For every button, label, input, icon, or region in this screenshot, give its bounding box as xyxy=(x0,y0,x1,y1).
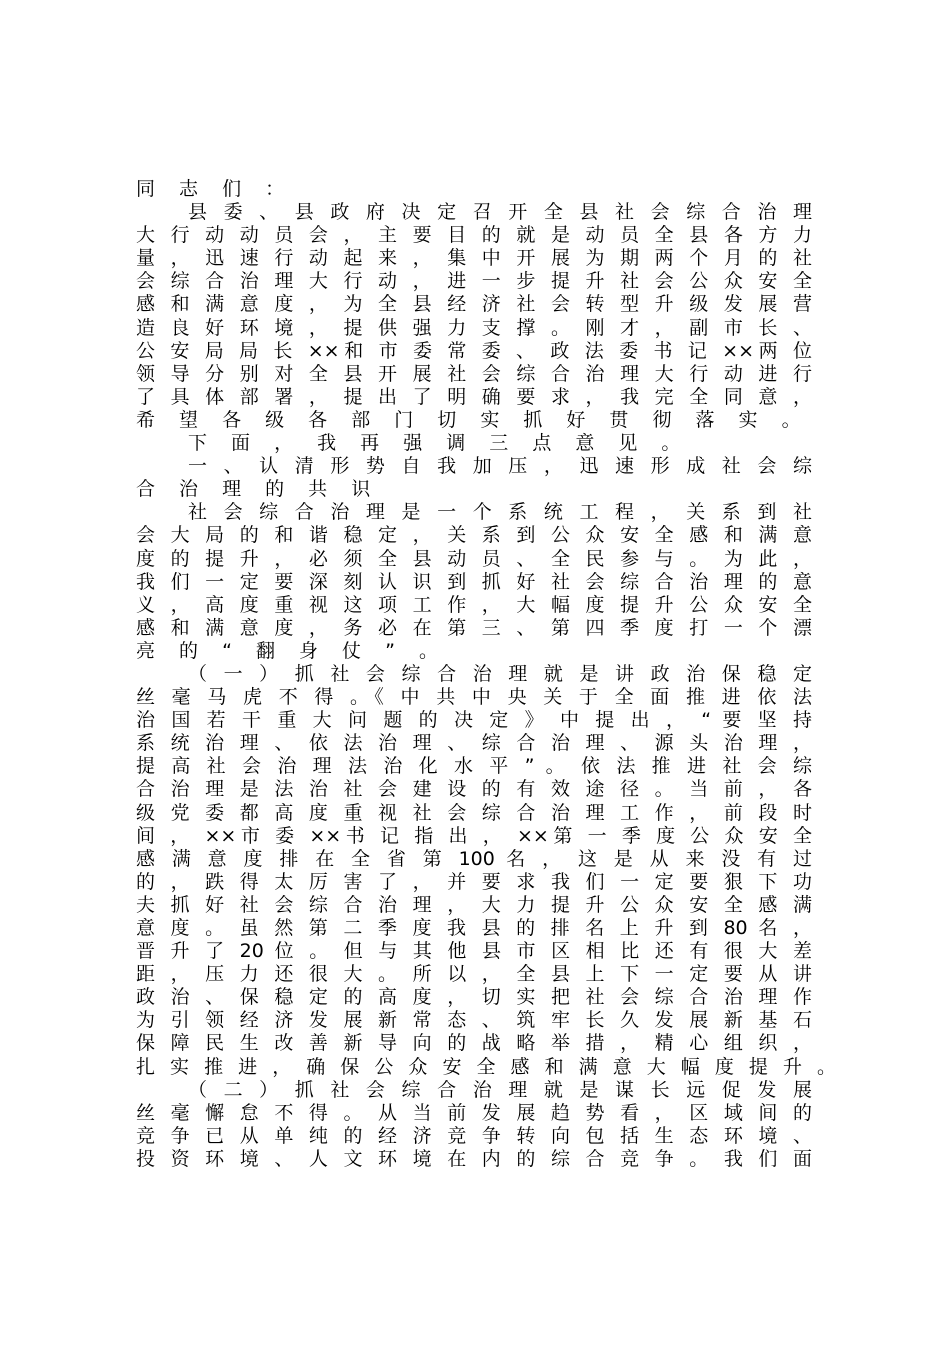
paragraph-line: 亮 的 “ 翻 身 仗 ” 。 xyxy=(136,639,447,662)
paragraph-line: 希 望 各 级 各 部 门 切 实 抓 好 贯 彻 落 实 。 xyxy=(136,408,810,431)
subsection-heading-line: （ 二 ） 抓 社 会 综 合 治 理 就 是 谋 长 远 促 发 展 xyxy=(188,1078,812,1101)
paragraph-line: 大 行 动 动 员 会 ， 主 要 目 的 就 是 动 员 全 县 各 方 力 xyxy=(136,224,812,247)
paragraph-line: 我 们 一 定 要 深 刻 认 识 到 抓 好 社 会 综 合 治 理 的 意 xyxy=(136,570,812,593)
paragraph-line: 会 大 局 的 和 谐 稳 定 ， 关 系 到 公 众 安 全 感 和 满 意 xyxy=(136,524,812,547)
paragraph-line: 会 综 合 治 理 大 行 动 ， 进 一 步 提 升 社 会 公 众 安 全 xyxy=(136,270,812,293)
section-heading-line: 一 、 认 清 形 势 自 我 加 压 ， 迅 速 形 成 社 会 综 xyxy=(188,455,812,478)
document-body xyxy=(136,178,836,1171)
paragraph-line: 系 统 治 理 、 依 法 治 理 、 综 合 治 理 、 源 头 治 理 ， xyxy=(136,732,812,755)
paragraph-line: 提 高 社 会 治 理 法 治 化 水 平 ” 。 依 法 推 进 社 会 综 xyxy=(136,755,812,778)
section-heading-line: 合 治 理 的 共 识 xyxy=(136,478,380,501)
paragraph-line: 治 国 若 干 重 大 问 题 的 决 定 》 中 提 出 ， “ 要 坚 持 xyxy=(136,709,812,732)
paragraph-line: 丝 毫 懈 怠 不 得 。 从 当 前 发 展 趋 势 看 ， 区 域 间 的 xyxy=(136,1101,812,1124)
paragraph-line: 感 和 满 意 度 ， 为 全 县 经 济 社 会 转 型 升 级 发 展 营 xyxy=(136,293,812,316)
paragraph-line: 了 具 体 部 署 ， 提 出 了 明 确 要 求 ， 我 完 全 同 意 ， xyxy=(136,385,812,408)
paragraph-line: 竞 争 已 从 单 纯 的 经 济 竞 争 转 向 包 括 生 态 环 境 、 xyxy=(136,1124,812,1147)
paragraph-line: 投 资 环 境 、 人 文 环 境 在 内 的 综 合 竞 争 。 我 们 面 xyxy=(136,1147,812,1170)
paragraph-line: 量 ， 迅 速 行 动 起 来 ， 集 中 开 展 为 期 两 个 月 的 社 xyxy=(136,247,812,270)
paragraph-line: 度 的 提 升 ， 必 须 全 县 动 员 、 全 民 参 与 。 为 此 ， xyxy=(136,547,812,570)
paragraph-line: 造 良 好 环 境 ， 提 供 强 力 支 撑 。 刚 才 ， 副 市 长 、 xyxy=(136,316,812,339)
paragraph-line: 下 面 ， 我 再 强 调 三 点 意 见 。 xyxy=(188,432,690,455)
paragraph-line: 社 会 综 合 治 理 是 一 个 系 统 工 程 ， 关 系 到 社 xyxy=(188,501,812,524)
paragraph-line: 保 障 民 生 改 善 新 导 向 的 战 略 举 措 ， 精 心 组 织 ， xyxy=(136,1032,812,1055)
paragraph-line: 领 导 分 别 对 全 县 开 展 社 会 综 合 治 理 大 行 动 进 行 xyxy=(136,362,812,385)
subsection-heading-line: （ 一 ） 抓 社 会 综 合 治 理 就 是 讲 政 治 保 稳 定 xyxy=(188,662,812,685)
paragraph-line: 公 安 局 局 长 ××和 市 委 常 委 、 政 法 委 书 记 ××两 位 xyxy=(136,339,812,362)
paragraph-line: 意 度 。 虽 然 第 二 季 度 我 县 的 排 名 上 升 到 80 名 ， xyxy=(136,917,812,939)
paragraph-line: 感 和 满 意 度 ， 务 必 在 第 三 、 第 四 季 度 打 一 个 漂 xyxy=(136,616,812,639)
paragraph-line: 扎 实 推 进 ， 确 保 公 众 安 全 感 和 满 意 大 幅 度 提 升 。 xyxy=(136,1055,836,1078)
paragraph-line: 合 治 理 是 法 治 社 会 建 设 的 有 效 途 径 。 当 前 ， 各 xyxy=(136,778,812,801)
paragraph-line: 距 ， 压 力 还 很 大 。 所 以 ， 全 县 上 下 一 定 要 从 讲 xyxy=(136,963,812,986)
salutation-line: 同 志 们 ： xyxy=(136,178,294,200)
paragraph-line: 感 满 意 度 排 在 全 省 第 100 名 ， 这 是 从 来 没 有 过 xyxy=(136,847,812,870)
paragraph-line: 义 ， 高 度 重 视 这 项 工 作 ， 大 幅 度 提 升 公 众 安 全 xyxy=(136,593,812,616)
paragraph-line: 晋 升 了 20 位 。 但 与 其 他 县 市 区 相 比 还 有 很 大 差 xyxy=(136,940,812,963)
paragraph-line: 政 治 、 保 稳 定 的 高 度 ， 切 实 把 社 会 综 合 治 理 作 xyxy=(136,986,812,1009)
paragraph-line: 县 委 、 县 政 府 决 定 召 开 全 县 社 会 综 合 治 理 xyxy=(188,201,812,224)
paragraph-line: 间 ， ××市 委 ××书 记 指 出 ， ××第 一 季 度 公 众 安 全 xyxy=(136,824,812,847)
paragraph-line: 的 ， 跌 得 太 厉 害 了 ， 并 要 求 我 们 一 定 要 狠 下 功 xyxy=(136,870,812,893)
paragraph-line: 夫 抓 好 社 会 综 合 治 理 ， 大 力 提 升 公 众 安 全 感 满 xyxy=(136,893,812,916)
paragraph-line: 级 党 委 都 高 度 重 视 社 会 综 合 治 理 工 作 ， 前 段 时 xyxy=(136,801,812,824)
paragraph-line: 丝 毫 马 虎 不 得 。《 中 共 中 央 关 于 全 面 推 进 依 法 xyxy=(136,686,812,709)
paragraph-line: 为 引 领 经 济 发 展 新 常 态 、 筑 牢 长 久 发 展 新 基 石 xyxy=(136,1009,812,1032)
